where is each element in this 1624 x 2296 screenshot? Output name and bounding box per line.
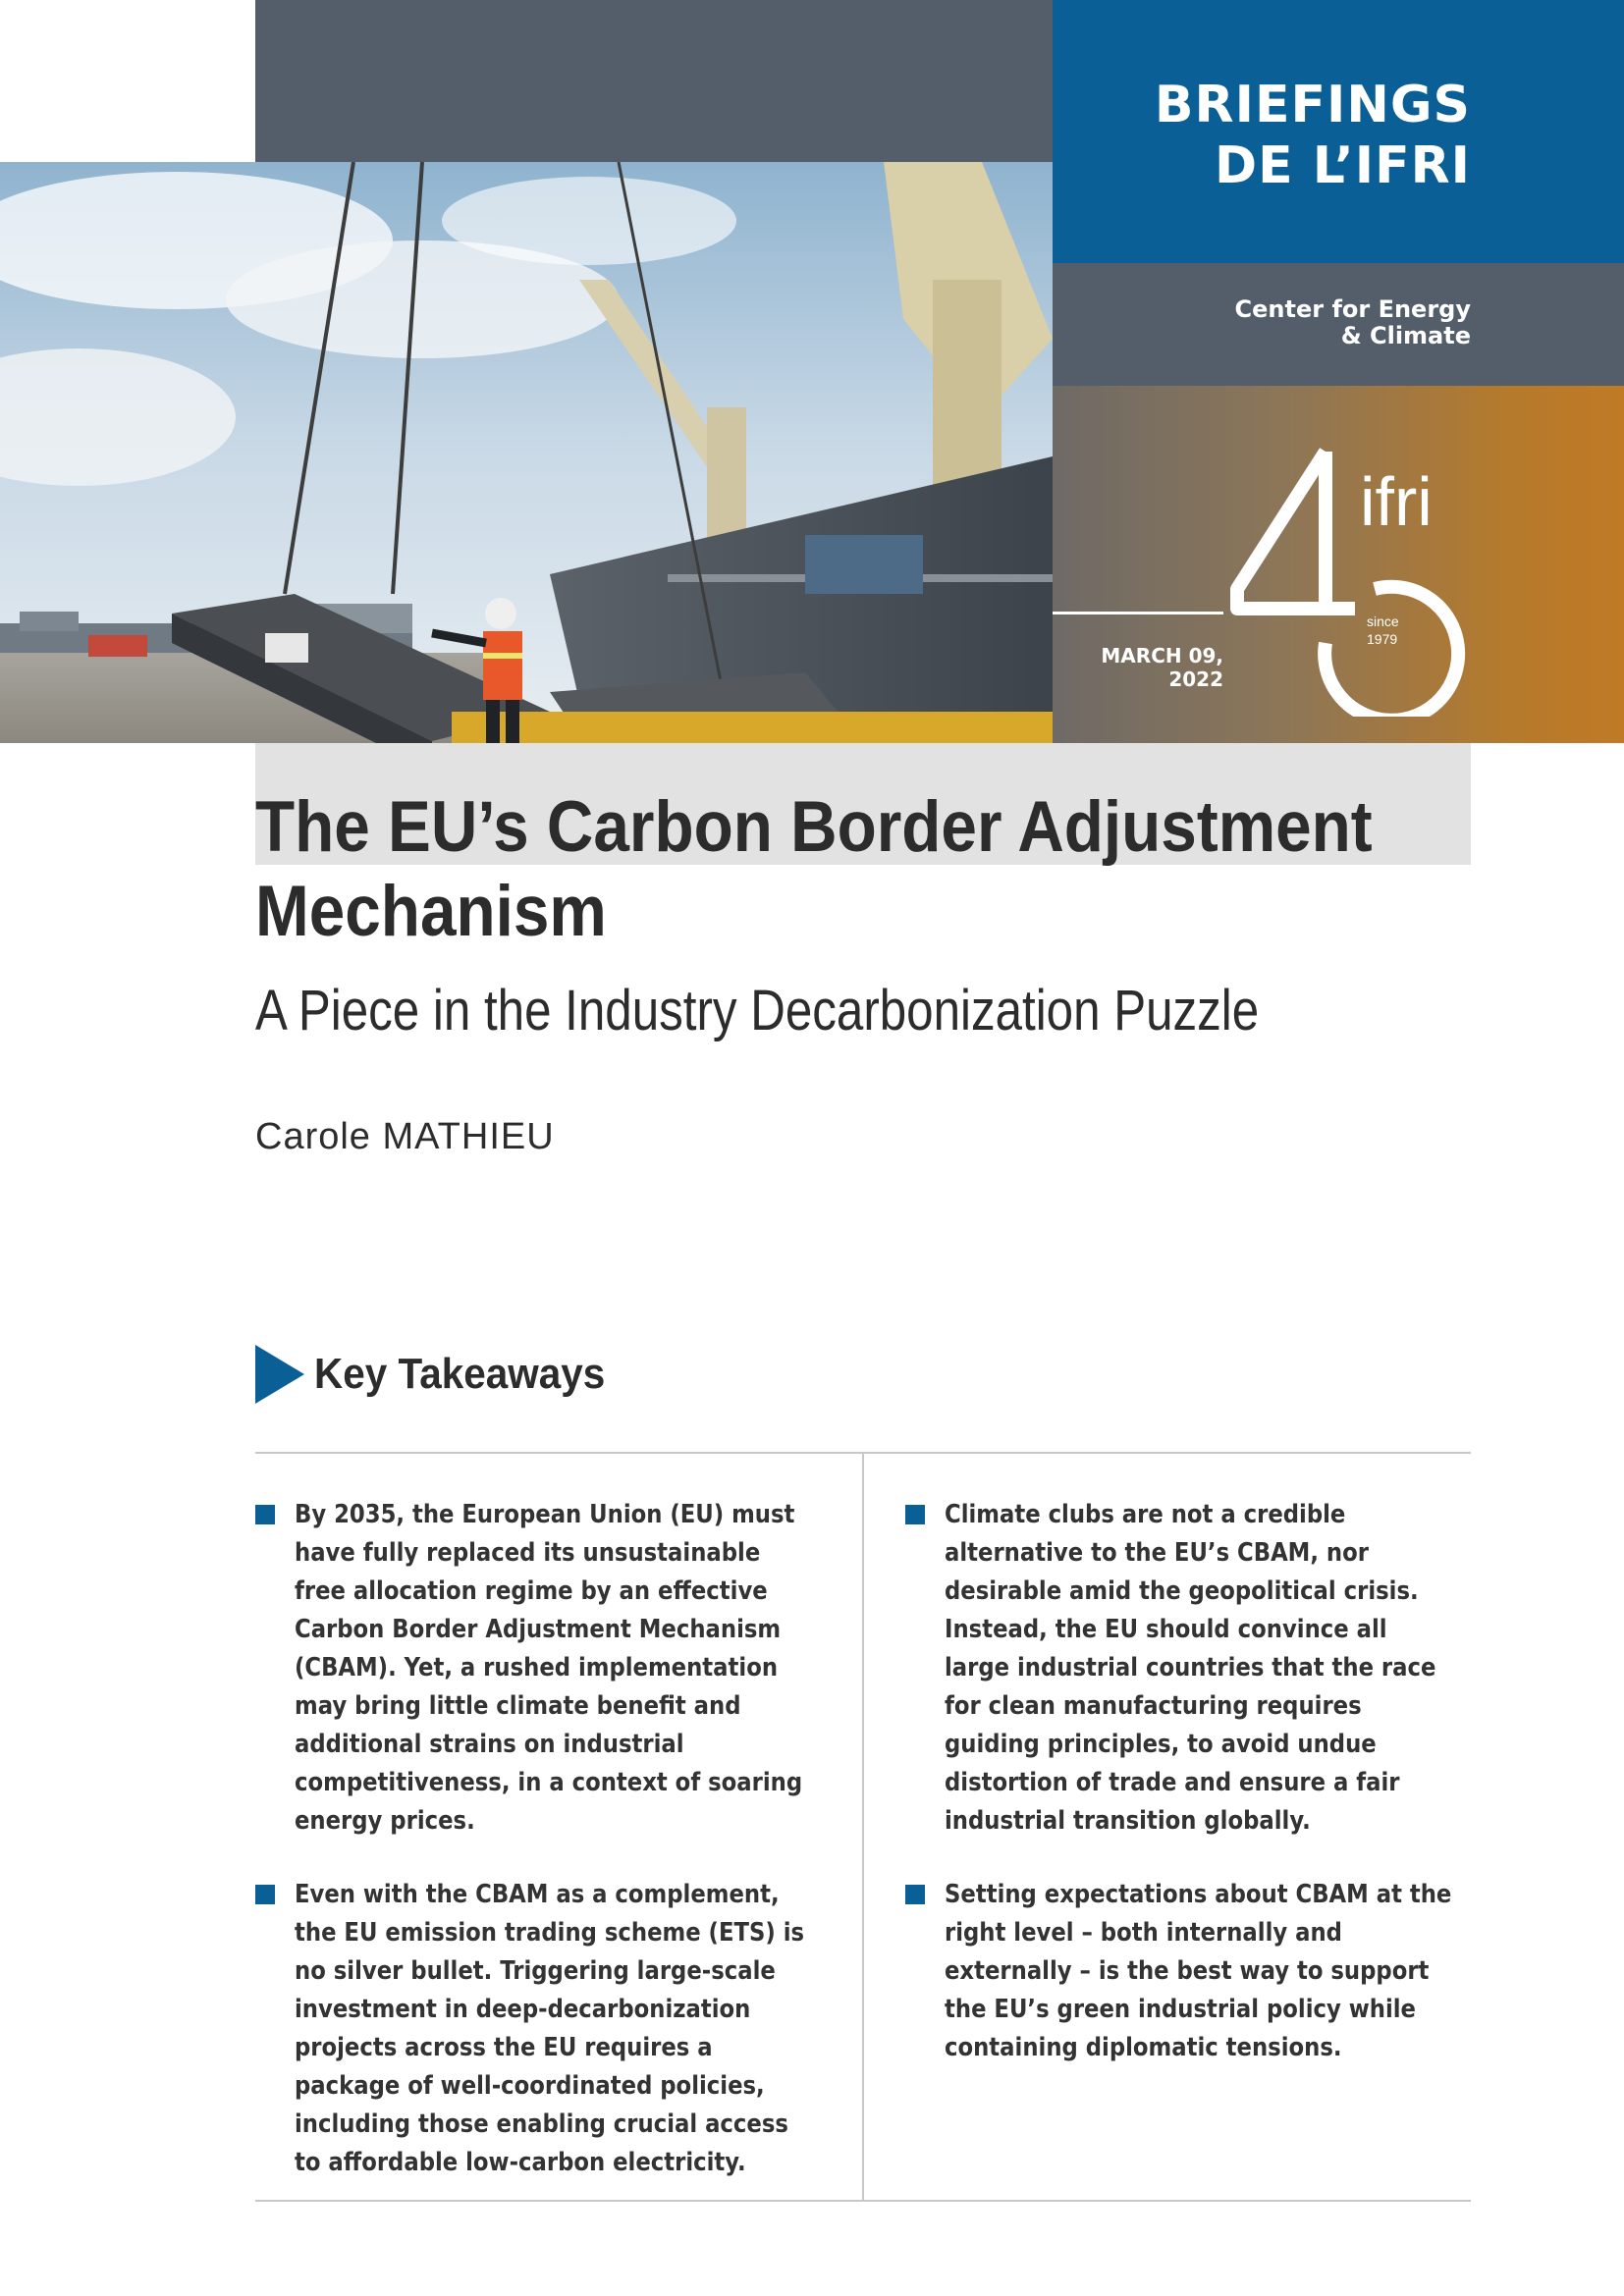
document-title: The EU’s Carbon Border Adjustment Mechanism xyxy=(255,787,1373,951)
takeaway-item xyxy=(255,1876,805,2182)
logo-since-year: 1979 xyxy=(1367,631,1398,647)
square-bullet-icon xyxy=(905,1505,925,1524)
series-title-line2: DE L’IFRI xyxy=(1215,136,1471,195)
port-crane-photo xyxy=(0,162,1053,743)
play-arrow-icon xyxy=(255,1345,304,1404)
takeaways-left-column xyxy=(255,1496,805,2217)
takeaway-item xyxy=(905,1496,1455,1841)
series-title-line1: BRIEFINGS xyxy=(1154,76,1471,134)
center-name-line2: & Climate xyxy=(1340,322,1471,349)
series-title xyxy=(1155,75,1471,196)
takeaway-text: Setting expectations about CBAM at the right level – both internally and externally – is the best way to support the EU’s green industrial policy while containing diplomatic tensions. xyxy=(945,1880,1452,2062)
takeaway-item xyxy=(255,1496,805,1841)
square-bullet-icon xyxy=(255,1505,275,1524)
logo-brand-text: ifri xyxy=(1360,463,1433,540)
column-divider xyxy=(862,1452,864,2200)
document-subtitle: A Piece in the Industry Decarbonization Puzzle xyxy=(255,979,1260,1042)
takeaway-item xyxy=(905,1876,1455,2067)
square-bullet-icon xyxy=(905,1885,925,1904)
date-line1: MARCH 09, xyxy=(1101,644,1223,667)
key-takeaways-heading: Key Takeaways xyxy=(314,1350,606,1398)
publication-date xyxy=(1053,644,1223,691)
author-name: Carole MATHIEU xyxy=(255,1116,555,1157)
cover-photo xyxy=(0,162,1053,743)
ifri-40-years-logo xyxy=(1218,442,1473,717)
takeaway-text: By 2035, the European Union (EU) must have fully replaced its unsustainable free allocation regime by an effective Carbon Border Adjustment Mechanism (CBAM). Yet, a rushed implementation may bring little climate benefit and additional strains on industrial competitiveness, in a context of soaring energy prices. xyxy=(295,1500,803,1836)
center-name-line1: Center for Energy xyxy=(1234,295,1471,323)
date-line2: 2022 xyxy=(1168,667,1223,691)
square-bullet-icon xyxy=(255,1885,275,1904)
takeaway-text: Even with the CBAM as a complement, the EU emission trading scheme (ETS) is no silver bullet. Triggering large-scale investment in deep-decarbonization projects across the EU requires a package of well-coordinated policies, including those enabling crucial access to affordable low-carbon electricity. xyxy=(295,1880,805,2177)
center-name xyxy=(1235,296,1471,349)
takeaways-right-column xyxy=(905,1496,1455,2103)
logo-since-label: since xyxy=(1367,614,1399,629)
header-gray-bar xyxy=(255,0,1053,162)
takeaway-text: Climate clubs are not a credible alternative to the EU’s CBAM, nor desirable amid the geopolitical crisis. Instead, the EU should convince all large industrial countries that the race for clean manufacturing requires guiding principles, to avoid undue distortion of trade and ensure a fair industrial transition globally. xyxy=(945,1500,1436,1836)
date-rule xyxy=(1053,612,1223,614)
